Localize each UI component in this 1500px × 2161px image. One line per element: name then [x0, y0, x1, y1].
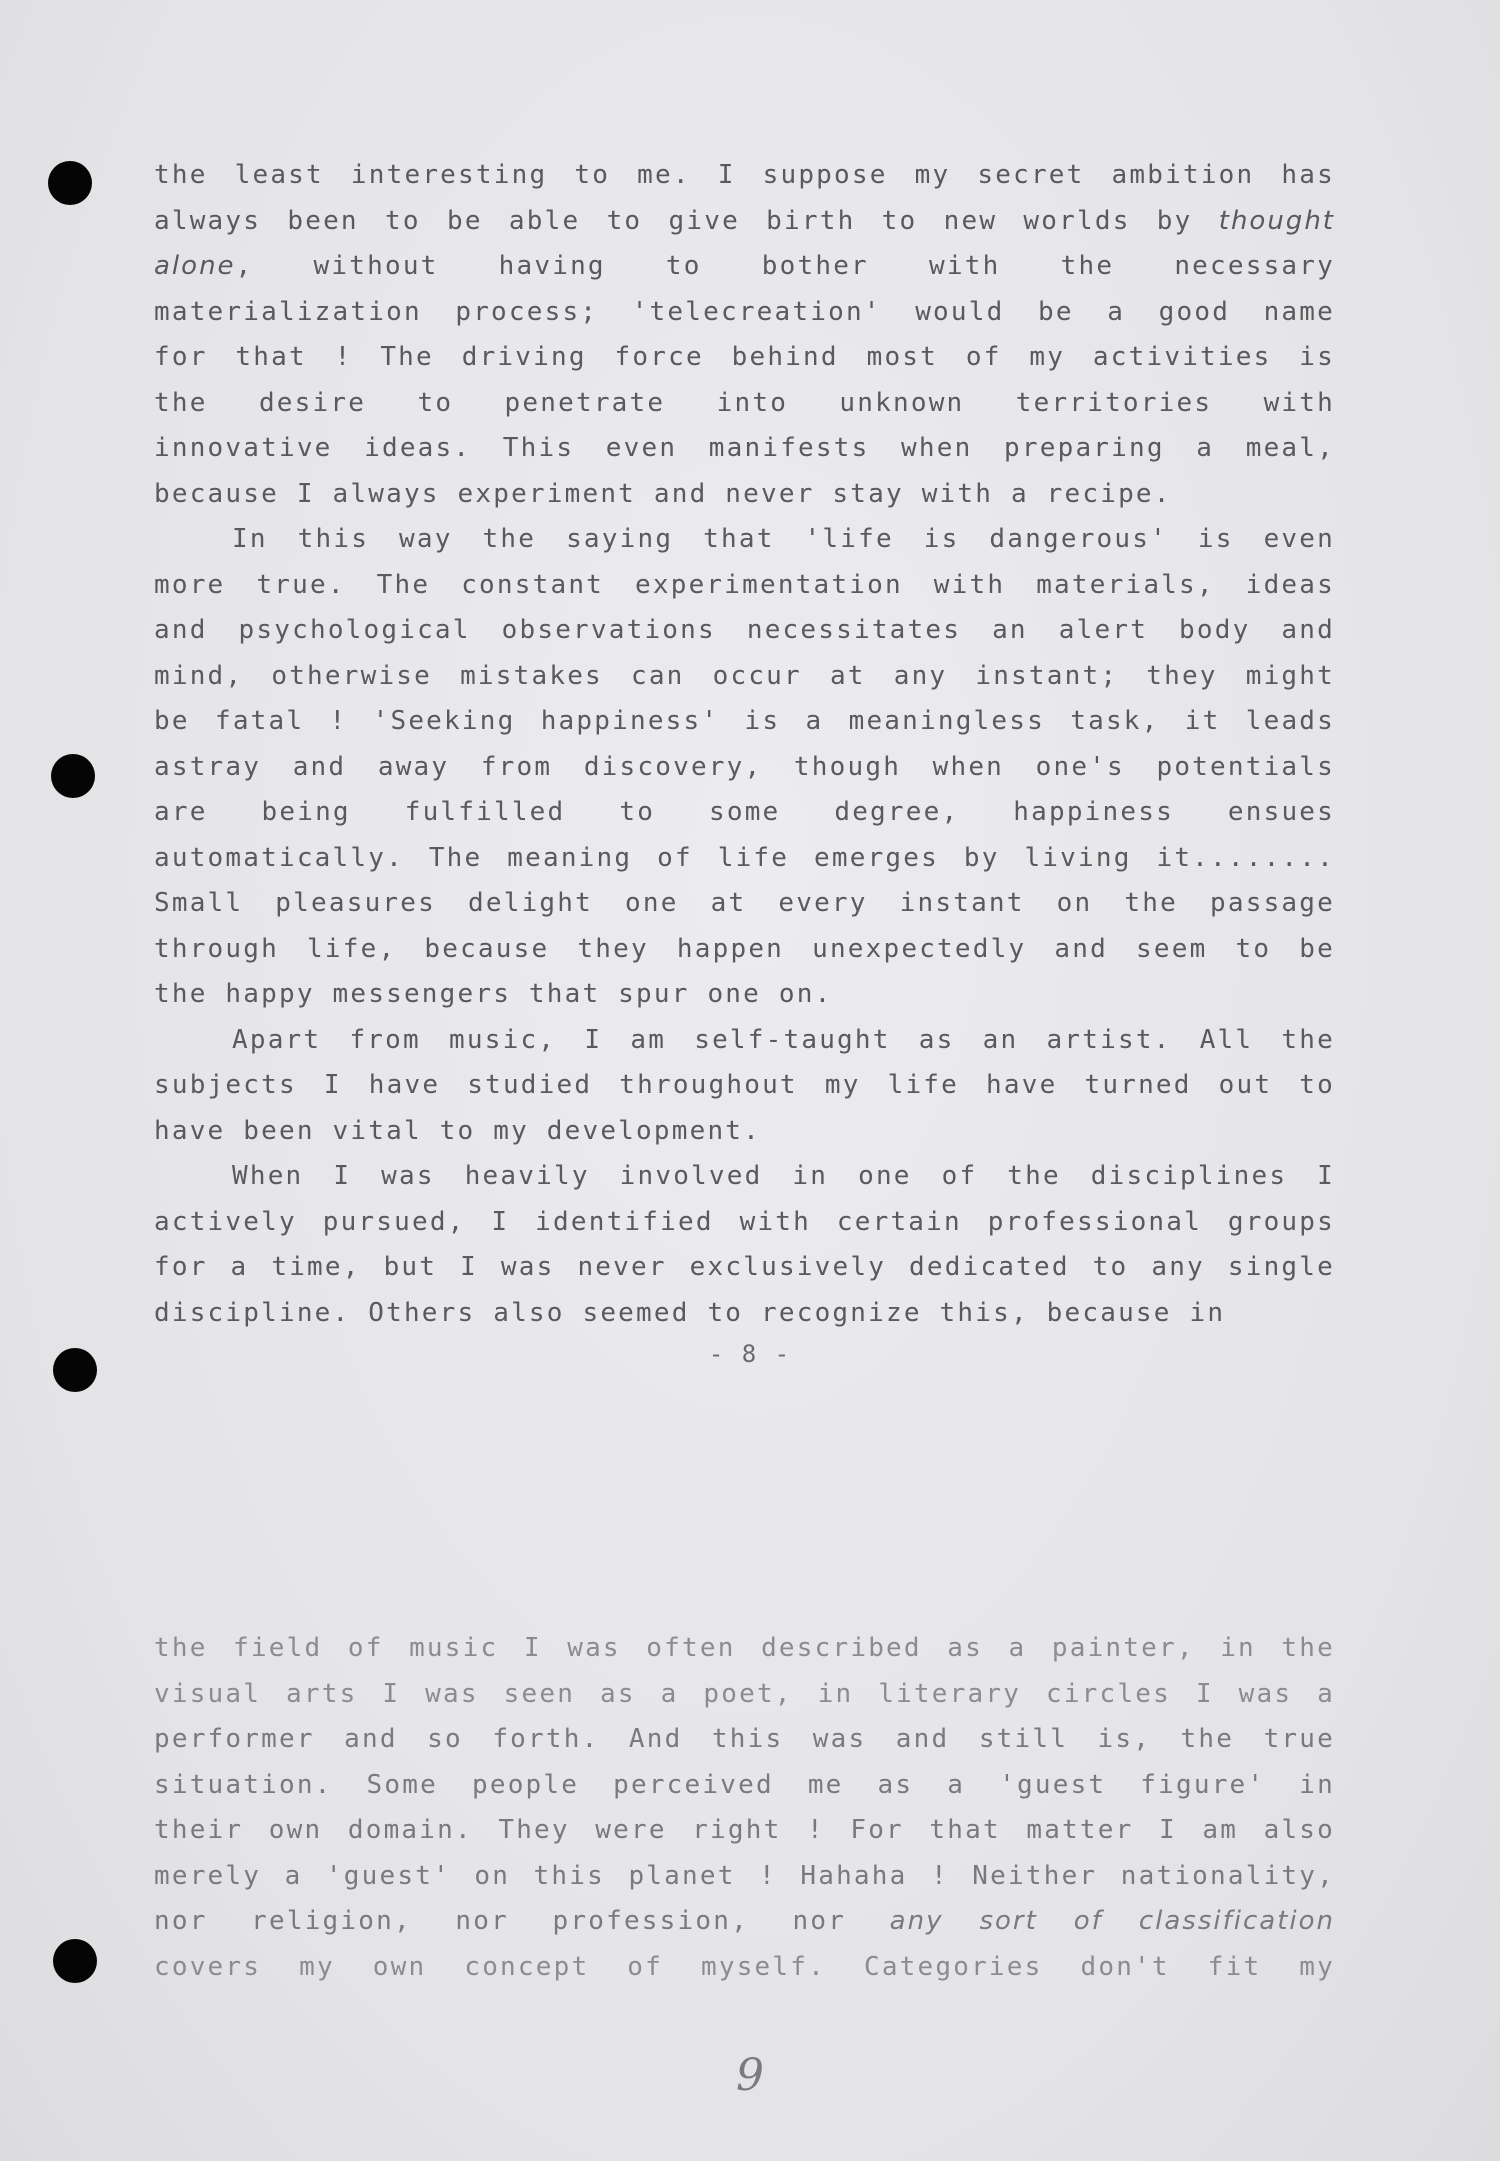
text-line: situation. Some people perceived me as a 'guest figure' in — [154, 1769, 1335, 1800]
text-line: Apart from music, I am self-taught as an artist. All the — [232, 1024, 1335, 1055]
text-line: Small pleasures delight one at every instant on the passage — [154, 888, 1335, 918]
text-line: When I was heavily involved in one of the disciplines I — [232, 1161, 1335, 1191]
text-line: innovative ideas. This even manifests when preparing a meal, — [154, 433, 1335, 463]
text-line: the desire to penetrate into unknown territories with — [154, 387, 1335, 418]
text-line: materialization process; 'telecreation' would be a good name — [154, 296, 1335, 327]
text-line: performer and so forth. And this was and still is, the true — [154, 1724, 1335, 1754]
text-line: because I always experiment and never stay with a recipe. — [154, 478, 1172, 509]
text-line: always been to be able to give birth to new worlds by thought — [154, 205, 1335, 236]
text-line: for a time, but I was never exclusively dedicated to any single — [154, 1252, 1335, 1282]
text-line: nor religion, nor profession, nor any sort of classification — [154, 1906, 1335, 1936]
text-line: for that ! The driving force behind most of my activities is — [154, 342, 1335, 372]
text-line: through life, because they happen unexpectedly and seem to be — [154, 933, 1335, 964]
text-line: be fatal ! 'Seeking happiness' is a meaningless task, it leads — [154, 706, 1335, 736]
text-line: the happy messengers that spur one on. — [154, 979, 833, 1009]
text-line: automatically. The meaning of life emerges by living it........ — [154, 842, 1335, 873]
text-line: and psychological observations necessitates an alert body and — [154, 615, 1335, 645]
punch-hole — [51, 754, 95, 798]
text-line: have been vital to my development. — [154, 1115, 762, 1146]
text-line: the least interesting to me. I suppose my secret ambition has — [154, 160, 1335, 190]
typed-text-page-8 — [154, 153, 1335, 1336]
text-line: astray and away from discovery, though when one's potentials — [154, 751, 1335, 782]
text-line: subjects I have studied throughout my life have turned out to — [154, 1070, 1335, 1100]
text-line: mind, otherwise mistakes can occur at any instant; they might — [154, 660, 1335, 691]
handwritten-page-number: 9 — [736, 2050, 764, 2101]
text-line: merely a 'guest' on this planet ! Hahaha ! Neither nationality, — [154, 1860, 1335, 1891]
text-line: more true. The constant experimentation with materials, ideas — [154, 569, 1335, 600]
text-line: alone, without having to bother with the necessary — [154, 251, 1335, 281]
punch-hole — [48, 161, 92, 205]
punch-hole — [53, 1939, 97, 1983]
text-line: covers my own concept of myself. Categories don't fit my — [154, 1951, 1335, 1982]
text-line: their own domain. They were right ! For that matter I am also — [154, 1815, 1335, 1845]
typed-text-page-9 — [154, 1626, 1335, 1990]
text-line: In this way the saying that 'life is dangerous' is even — [232, 524, 1335, 554]
typed-page-number: - 8 - — [708, 1340, 792, 1368]
text-line: discipline. Others also seemed to recognize this, because in — [154, 1297, 1226, 1328]
text-line: the field of music I was often described as a painter, in the — [154, 1633, 1335, 1663]
text-line: are being fulfilled to some degree, happiness ensues — [154, 797, 1335, 827]
text-line: visual arts I was seen as a poet, in literary circles I was a — [154, 1678, 1335, 1709]
text-line: actively pursued, I identified with certain professional groups — [154, 1206, 1335, 1237]
